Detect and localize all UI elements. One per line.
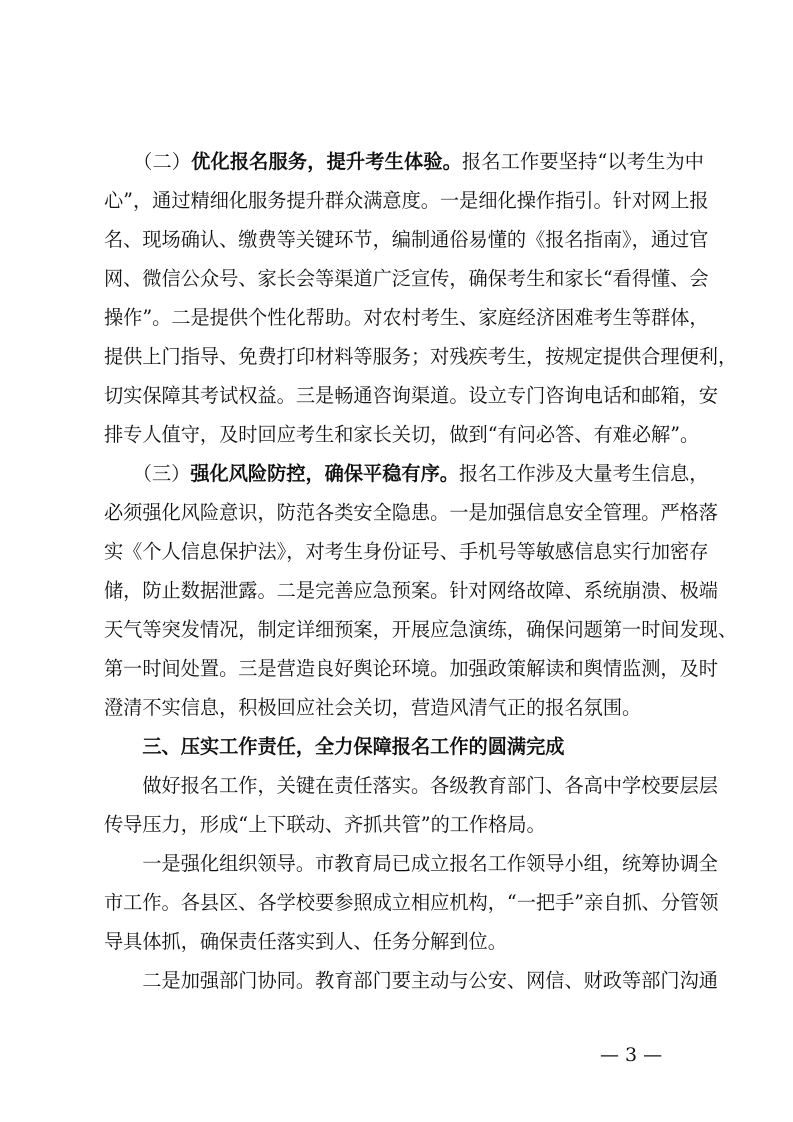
text-segment: 排专人值守，及时回应考生和家长关切，做到“有问必答、有难必解”。 [104,423,700,446]
text-segment: 心”，通过精细化服务提升群众满意度。一是细化操作指引。针对网上报 [104,189,709,212]
text-segment: 传导压力，形成“上下联动、齐抓共管”的工作格局。 [104,813,546,836]
text-line [104,813,704,837]
text-segment: （二） [104,150,192,173]
text-segment: （三） [104,462,191,485]
text-line [104,696,704,720]
text-line [104,189,709,213]
text-segment: 澄清不实信息，积极回应社会关切，营造风清气正的报名氛围。 [104,696,642,719]
text-line [104,618,738,642]
text-segment: 二是加强部门协同。教育部门要主动与公安、网信、财政等部门沟通 [104,969,718,992]
text-segment: 切实保障其考试权益。三是畅通咨询渠道。设立专门咨询电话和邮箱，安 [104,384,718,407]
text-line [104,540,709,564]
text-line [104,891,719,915]
text-segment: 操作”。二是提供个性化帮助。对农村考生、家庭经济困难考生等群体， [104,306,709,329]
text-line [104,501,718,525]
text-line [104,930,704,954]
text-segment: 导具体抓，确保责任落实到人、任务分解到位。 [104,930,507,953]
text-line [104,267,709,291]
text-segment: 做好报名工作，关键在责任落实。各级教育部门、各高中学校要层层 [104,774,718,797]
text-line [104,657,718,681]
text-line [104,774,718,798]
text-line [104,852,718,876]
text-segment: 第一时间处置。三是营造良好舆论环境。加强政策解读和舆情监测，及时 [104,657,718,680]
text-line [104,228,709,252]
bold-phrase: 优化报名服务，提升考生体验。 [191,150,463,173]
section-heading: 三、压实工作责任，全力保障报名工作的圆满完成 [104,735,565,758]
text-line [104,150,704,174]
text-segment: 实《个人信息保护法》，对考生身份证号、手机号等敏感信息实行加密存 [104,540,709,563]
text-segment: 必须强化风险意识，防范各类安全隐患。一是加强信息安全管理。严格落 [104,501,718,524]
text-segment: 报名工作要坚持“以考生为中 [462,150,704,173]
text-line [104,579,718,603]
text-line [104,969,718,993]
page-number: — 3 — [600,1044,663,1066]
text-line [104,735,704,759]
bold-phrase: 强化风险防控，确保平稳有序。 [190,462,459,485]
text-segment: 网、微信公众号、家长会等渠道广泛宣传，确保考生和家长“看得懂、会 [104,267,709,290]
text-line [104,345,738,369]
text-segment: 储，防止数据泄露。二是完善应急预案。针对网络故障、系统崩溃、极端 [104,579,718,602]
text-line [104,423,704,447]
text-segment: 天气等突发情况，制定详细预案，开展应急演练，确保问题第一时间发现、 [104,618,738,641]
text-segment: 一是强化组织领导。市教育局已成立报名工作领导小组，统筹协调全 [104,852,718,875]
text-line [104,384,718,408]
text-segment: 提供上门指导、免费打印材料等服务；对残疾考生，按规定提供合理便利， [104,345,738,368]
text-line [104,306,709,330]
text-segment: 市工作。各县区、各学校要参照成立相应机构，“一把手”亲自抓、分管领 [104,891,719,914]
text-segment: 报名工作涉及大量考生信息， [458,462,709,485]
text-line [104,462,709,486]
text-segment: 名、现场确认、缴费等关键环节，编制通俗易懂的《报名指南》，通过官 [104,228,709,251]
